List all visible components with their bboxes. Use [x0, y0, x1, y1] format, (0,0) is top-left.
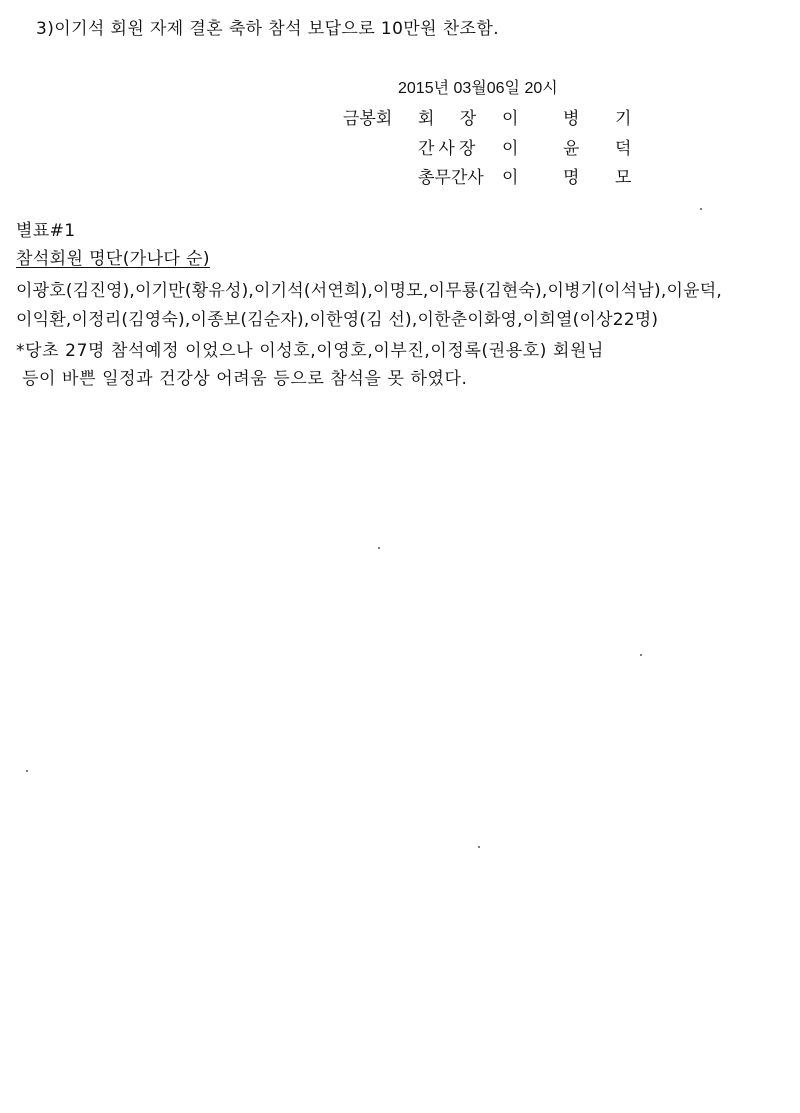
- meeting-datetime: 2015년 03월06일 20시: [398, 80, 558, 97]
- given-name-1: 병: [563, 109, 580, 129]
- role-title: 총무간사: [418, 168, 484, 188]
- given-name-1: 명: [563, 168, 580, 188]
- surname: 이: [502, 168, 519, 188]
- org-name: 금봉회: [343, 109, 393, 129]
- given-name-2: 덕: [615, 139, 632, 159]
- surname: 이: [502, 109, 519, 129]
- note-line-2: 등이 바쁜 일정과 건강상 어려움 등으로 참석을 못 하였다.: [16, 369, 468, 389]
- given-name-2: 모: [615, 168, 632, 188]
- scan-speck: [478, 846, 480, 848]
- scan-speck: [640, 654, 642, 656]
- scan-speck: [378, 547, 380, 549]
- given-name-2: 기: [615, 109, 632, 129]
- note-line-1: *당초 27명 참석예정 이었으나 이성호,이영호,이부진,이정록(권용호) 회원님: [16, 341, 605, 361]
- scan-speck: [700, 208, 702, 210]
- scan-speck: [26, 770, 28, 772]
- attendee-list-line-1: 이광호(김진영),이기만(황유성),이기석(서연희),이명모,이무룡(김현숙),이병기(이석남),이윤덕,: [16, 281, 722, 301]
- role-title: 간사장: [418, 139, 480, 159]
- item-3-text: 3)이기석 회원 자제 결혼 축하 참석 보답으로 10만원 찬조함.: [36, 19, 499, 39]
- surname: 이: [502, 139, 519, 159]
- appendix-label: 별표#1: [16, 221, 76, 241]
- given-name-1: 윤: [563, 139, 580, 159]
- attendee-list-line-2: 이익환,이정리(김영숙),이종보(김순자),이한영(김 선),이한춘이화영,이희열(이상22명): [16, 310, 659, 330]
- role-title: 회 장: [418, 109, 487, 129]
- attendee-list-heading: 참석회원 명단(가나다 순): [16, 249, 210, 269]
